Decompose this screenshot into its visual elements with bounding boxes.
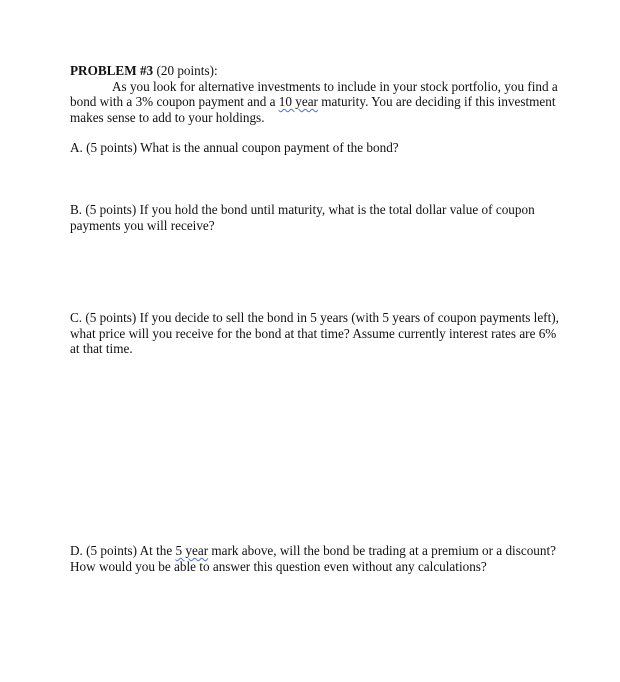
- question-d-part1: D. (5 points) At the: [70, 543, 176, 558]
- answer-space-c[interactable]: [70, 360, 550, 538]
- question-d-part2: mark above, will the bond be trading at a premium or a discount? How would you be able to answer this question even without any calculations?: [70, 543, 556, 574]
- question-d-term-5-year: 5 year: [175, 543, 209, 558]
- answer-space-d[interactable]: [70, 578, 550, 668]
- problem-points: (20 points):: [153, 63, 218, 78]
- question-d: [70, 543, 560, 574]
- question-a: [70, 140, 560, 156]
- intro-part2: maturity. You are deciding if this investment makes sense to add to your holdings.: [70, 94, 556, 125]
- problem-title-line: [70, 63, 560, 79]
- answer-space-b[interactable]: [70, 236, 550, 306]
- question-a-text: A. (5 points) What is the annual coupon payment of the bond?: [70, 140, 399, 155]
- problem-title: PROBLEM #3: [70, 63, 154, 78]
- problem-heading-block: [70, 63, 560, 125]
- problem-intro: [70, 79, 560, 126]
- answer-space-a[interactable]: [70, 160, 550, 198]
- question-b-text: B. (5 points) If you hold the bond until maturity, what is the total dollar value of coupon payments you will receive?: [70, 202, 535, 233]
- intro-term-10-year: 10 year: [278, 94, 318, 109]
- question-c: [70, 310, 560, 357]
- question-b: [70, 202, 560, 233]
- question-c-text: C. (5 points) If you decide to sell the bond in 5 years (with 5 years of coupon payments left), what price will you receive for the bond at that time? Assume currently interest rates are 6% at that time.: [70, 310, 559, 356]
- intro-part1: As you look for alternative investments to include in your stock portfolio, you find a bond with a 3% coupon payment and a: [70, 78, 558, 109]
